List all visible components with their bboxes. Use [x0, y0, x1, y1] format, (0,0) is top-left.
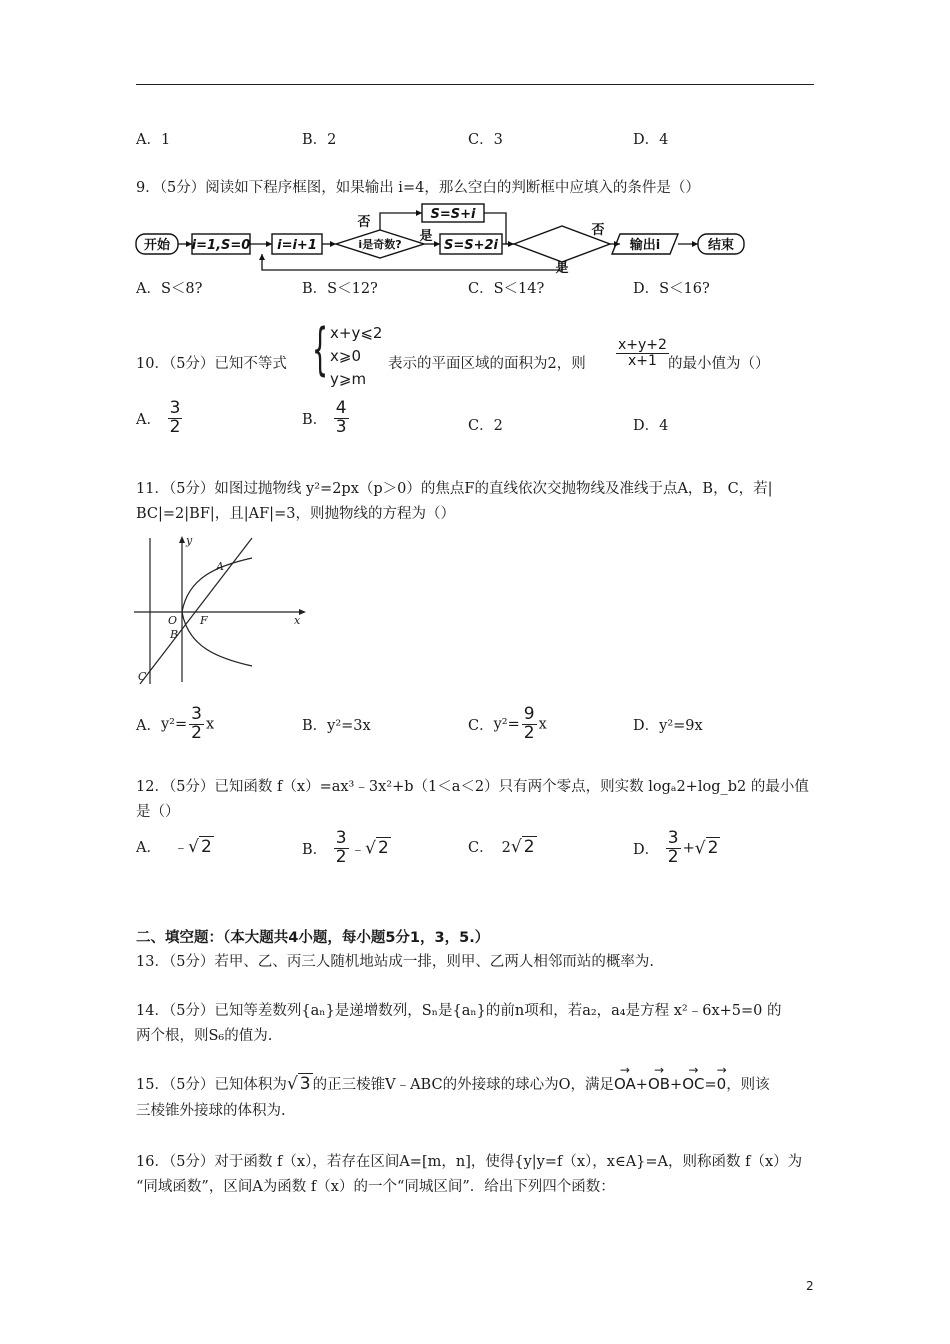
page-number: 2	[806, 1279, 814, 1293]
q14-line2: 两个根，则S₆的值为.	[136, 1028, 273, 1044]
flow-no1-label: 否	[357, 215, 371, 230]
q11-option-a-label: A．	[136, 717, 161, 734]
q8-option-a: A．1	[136, 132, 171, 148]
q12-option-b-label: B．	[302, 841, 328, 858]
flow-init-label: i=1,S=0	[191, 238, 251, 253]
q11-option-c-label: C．	[468, 717, 494, 734]
q10-frac-den: x+1	[628, 352, 657, 369]
q11-option-a	[136, 706, 214, 743]
fig-label-x: x	[294, 614, 301, 627]
q10-prefix: 10．（5分）已知不等式	[136, 356, 287, 372]
q12-option-b: B． $\frac{3}{2}$ ﹣√ 2	[302, 828, 389, 867]
q11-option-c-post: x	[538, 716, 547, 733]
q11-option-b: B．y²=3x	[302, 718, 371, 734]
q10-fraction	[614, 338, 671, 368]
header-rule	[136, 84, 814, 85]
q14-line1: 14．（5分）已知等差数列{aₙ}是递增数列，Sₙ是{aₙ}的前n项和，若a₂，a₄是方程 x²﹣6x+5=0 的	[136, 1003, 782, 1019]
q10-suffix: 的最小值为（）	[668, 356, 770, 372]
q10-sys-line3: y⩾m	[330, 370, 367, 388]
flow-s-even-label: S=S+2i	[443, 238, 499, 253]
q10-option-b-label: B．	[302, 411, 328, 428]
flow-cond-label: i是奇数?	[358, 238, 402, 251]
q11-option-a-pre: y²=	[160, 716, 188, 733]
q10-option-b-den: 3	[335, 416, 347, 437]
q12-option-a: A． ﹣√ 2	[136, 837, 212, 857]
q12-option-b-mid: ﹣	[350, 841, 366, 858]
flow-s-odd-label: S=S+i	[430, 207, 476, 222]
q13-stem: 13．（5分）若甲、乙、丙三人随机地站成一排，则甲、乙两人相邻而站的概率为.	[136, 954, 655, 970]
q12-option-d-num: 3	[667, 828, 679, 848]
q11-option-c-pre: y²=	[493, 716, 520, 733]
q10-option-b-num: 4	[335, 398, 347, 418]
q12-option-a-label: A．	[136, 840, 161, 856]
q10-option-d: D．4	[633, 418, 669, 434]
q12-option-b-rad: 2	[377, 838, 389, 859]
q9-option-b: B．S＜12?	[302, 281, 378, 297]
q15-vec-oc: → OC	[682, 1075, 704, 1093]
q8-option-c: C．3	[468, 132, 503, 148]
q15-eq: =	[704, 1077, 717, 1093]
fig-label-c: C	[138, 670, 147, 683]
q10-option-a	[136, 400, 184, 437]
q8-option-d: D．4	[633, 132, 669, 148]
q12-option-d-mid: +	[682, 840, 695, 857]
q9-option-a: A．S＜8?	[136, 281, 203, 297]
q16-line1: 16．（5分）对于函数 f（x），若存在区间A=[m，n]，使得{y|y=f（x），x∈A}=A，则称函数 f（x）为	[136, 1154, 803, 1170]
section-2-heading: 二、填空题：（本大题共4小题，每小题5分1，3，5.）	[136, 930, 490, 946]
q15-line1: 15．（5分）已知体积为√ 3 的正三棱锥V﹣ABC的外接球的球心为O，满足→ OA+→ OB+→ OC=→ 0，则该	[136, 1073, 770, 1094]
q10-option-a-label: A．	[136, 411, 161, 428]
q11-figure	[132, 532, 312, 688]
q12-option-c: C． 2√ 2	[468, 837, 535, 857]
q11-option-a-den: 2	[191, 722, 202, 743]
fig-label-y: y	[186, 534, 193, 547]
q9-flowchart	[130, 200, 770, 278]
q12-option-c-label: C．	[468, 840, 494, 856]
q15-pre: 15．（5分）已知体积为	[136, 1077, 287, 1093]
q15-rad: 3	[299, 1074, 311, 1094]
q10-option-a-den: 2	[169, 416, 181, 437]
q10-sys-line1: x+y⩽2	[330, 324, 383, 342]
q10-mid: 表示的平面区域的面积为2，则	[388, 356, 586, 372]
q12-option-d-rad: 2	[707, 838, 719, 859]
flow-yes1-label: 是	[419, 229, 433, 244]
q15-vec-zero: → 0	[717, 1075, 727, 1093]
q8-option-b: B．2	[302, 132, 337, 148]
q12-option-b-num: 3	[335, 828, 347, 848]
flow-increment-label: i=i+1	[277, 238, 317, 253]
flow-output-label: 输出i	[629, 238, 661, 253]
q11-option-c-den: 2	[523, 722, 535, 743]
q9-option-d: D．S＜16?	[633, 281, 710, 297]
fig-label-o: O	[168, 614, 178, 627]
q11-line2: BC|=2|BF|，且|AF|=3，则抛物线的方程为（）	[136, 506, 455, 522]
q10-sys-line2: x⩾0	[330, 347, 361, 365]
flow-start-label: 开始	[143, 238, 171, 253]
q12-option-c-pre: 2	[501, 840, 511, 856]
q11-option-c	[468, 706, 547, 743]
q11-option-a-post: x	[205, 716, 215, 733]
q11-option-d: D．y²=9x	[633, 718, 703, 734]
q12-option-c-rad: 2	[523, 837, 535, 857]
q11-option-c-num: 9	[523, 704, 535, 724]
flow-yes2-label: 是	[555, 261, 569, 276]
q15-vec-oa: → OA	[614, 1075, 636, 1093]
flow-end-label: 结束	[707, 238, 735, 253]
q12-option-a-rad: 2	[200, 837, 212, 857]
q12-line2: 是（）	[136, 804, 180, 820]
q16-line2: “同域函数”，区间A为函数 f（x）的一个“同城区间”．给出下列四个函数：	[136, 1179, 615, 1195]
q15-vec-ob: → OB	[648, 1075, 670, 1093]
fig-label-a: A	[216, 560, 224, 573]
q11-line1: 11．（5分）如图过抛物线 y²=2px（p＞0）的焦点F的直线依次交抛物线及准线于点A，B，C，若|	[136, 481, 773, 497]
q15-mid: 的正三棱锥V﹣ABC的外接球的球心为O，满足	[312, 1077, 614, 1093]
flow-no2-label: 否	[591, 223, 605, 238]
q10-frac-num: x+y+2	[618, 337, 667, 353]
q12-line1: 12．（5分）已知函数 f（x）=ax³﹣3x²+b（1＜a＜2）只有两个零点，则实数 logₐ2+log_b2 的最小值	[136, 779, 809, 795]
q10-system	[330, 322, 382, 391]
q15-line2: 三棱锥外接球的体积为.	[136, 1103, 286, 1119]
q12-option-d: D． $\frac{3}{2}$ +√ 2	[633, 828, 719, 867]
q15-post: ，则该	[726, 1077, 770, 1093]
q10-option-b	[302, 400, 351, 437]
q10-option-c: C．2	[468, 418, 503, 434]
q9-option-c: C．S＜14?	[468, 281, 545, 297]
q15-plus1: +	[635, 1077, 648, 1093]
q12-option-d-label: D．	[633, 841, 660, 858]
q12-option-d-den: 2	[667, 846, 679, 867]
q10-option-a-num: 3	[169, 398, 181, 418]
fig-label-b: B	[170, 628, 179, 641]
q12-option-a-pre: ﹣	[173, 840, 189, 856]
q15-plus2: +	[670, 1077, 683, 1093]
fig-label-f: F	[200, 614, 208, 627]
q10-brace: {	[312, 317, 329, 382]
q11-option-a-num: 3	[191, 704, 202, 724]
q12-option-b-den: 2	[335, 846, 347, 867]
q9-stem: 9．（5分）阅读如下程序框图，如果输出 i=4，那么空白的判断框中应填入的条件是（）	[136, 180, 700, 196]
